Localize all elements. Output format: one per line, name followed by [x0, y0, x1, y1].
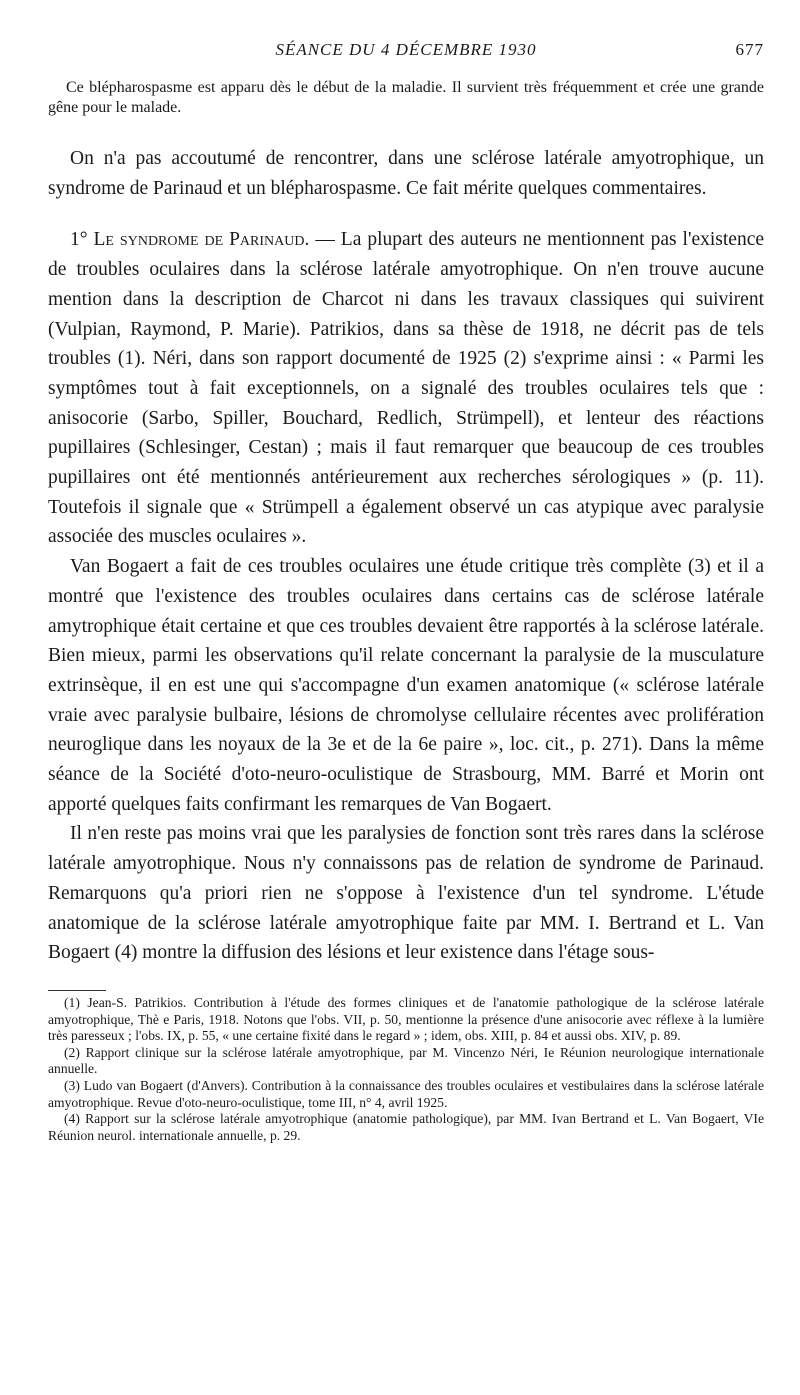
paragraph-3: Van Bogaert a fait de ces troubles oculaires une étude critique très complète (3) et il a montré que l'existence des troubles oculaires dans certains cas de sclérose latérale amytrophique était certaine et que ces troubles devaient être rapportés à la sclérose latérale. Bien mieux, parmi les observations qu'il relate concernant la paralysie de la musculature extrinsèque, il en est une qui s'accompagne d'un examen anatomique (« sclérose latérale vraie avec paralysie bulbaire, lésions de chromolyse cellulaire récentes avec prolifération neuroglique dans les noyaux de la 3e et de la 6e paire », loc. cit., p. 271). Dans la même séance de la Société d'oto-neuro-oculistique de Strasbourg, MM. Barré et Morin ont apporté quelques faits confirmant les remarques de Van Bogaert.	[48, 556, 764, 815]
footnote-1: (1) Jean-S. Patrikios. Contribution à l'étude des formes cliniques et de l'anatomie pathologique de la sclérose latérale amyotrophique, Thè e Paris, 1918. Notons que l'obs. VII, p. 50, mentionne la présence d'une anisocorie avec réflexe à la lumière très paresseux ; l'obs. IX, p. 55, « une certaine fixité dans le regard » ; idem, obs. XIII, p. 84 et aussi obs. XIV, p. 89.	[48, 994, 764, 1044]
running-title: SÉANCE DU 4 DÉCEMBRE 1930	[275, 40, 537, 59]
paragraph-2-text: — La plupart des auteurs ne mentionnent pas l'existence de troubles oculaires dans la sclérose latérale amyotrophique. On n'en trouve aucune mention dans la description de Charcot ni dans les travaux classiques qui suivirent (Vulpian, Raymond, P. Marie). Patrikios, dans sa thèse de 1918, ne décrit pas de tels troubles (1). Néri, dans son rapport documenté de 1925 (2) s'exprime ainsi : « Parmi les symptômes tout à fait exceptionnels, on a signalé des troubles oculaires tels que : anisocorie (Sarbo, Spiller, Bouchard, Redlich, Strümpell), et lenteur des réactions pupillaires (Schlesinger, Cestan) ; mais il faut remarquer que beaucoup de ces troubles pupillaires ont été mentionnés antérieurement aux recherches sérologiques » (p. 11). Toutefois il signale que « Strümpell a également observé un cas atypique avec paralysie associée des muscles oculaires ».	[48, 229, 764, 548]
running-header	[48, 40, 764, 74]
footnotes	[48, 995, 764, 1144]
footnote-3: (3) Ludo van Bogaert (d'Anvers). Contribution à la connaissance des troubles oculaires et vestibulaires dans la sclérose latérale amyotrophique. Revue d'oto-neuro-oculistique, tome III, n° 4, avril 1925.	[48, 1077, 764, 1110]
page-number: 677	[735, 40, 764, 59]
body-text	[48, 144, 764, 968]
footnote-4: (4) Rapport sur la sclérose latérale amyotrophique (anatomie pathologique), par MM. Ivan Bertrand et L. Van Bogaert, VIe Réunion neurol. internationale annuelle, p. 29.	[48, 1111, 764, 1143]
paragraph-4: Il n'en reste pas moins vrai que les paralysies de fonction sont très rares dans la sclérose latérale amyotrophique. Nous n'y connaissons pas de relation de syndrome de Parinaud. Remarquons qu'a priori rien ne s'oppose à l'existence d'un tel syndrome. L'étude anatomique de la sclérose latérale amyotrophique faite par MM. I. Bertrand et L. Van Bogaert (4) montre la diffusion des lésions et leur existence dans l'étage sous-	[48, 823, 764, 964]
paragraph-1: On n'a pas accoutumé de rencontrer, dans une sclérose latérale amyotrophique, un syndrome de Parinaud et un blépharospasme. Ce fait mérite quelques commentaires.	[48, 148, 764, 199]
paragraph-2	[48, 225, 764, 552]
section-heading: 1° Le syndrome de Parinaud.	[70, 229, 310, 251]
footnote-2: (2) Rapport clinique sur la sclérose latérale amyotrophique, par M. Vincenzo Néri, Ie Réunion neurologique internationale annuelle.	[48, 1044, 764, 1077]
intro-paragraph: Ce blépharospasme est apparu dès le début de la maladie. Il survient très fréquemment et crée une grande gêne pour le malade.	[48, 79, 764, 116]
footnote-rule	[48, 990, 106, 991]
page	[48, 40, 764, 1144]
